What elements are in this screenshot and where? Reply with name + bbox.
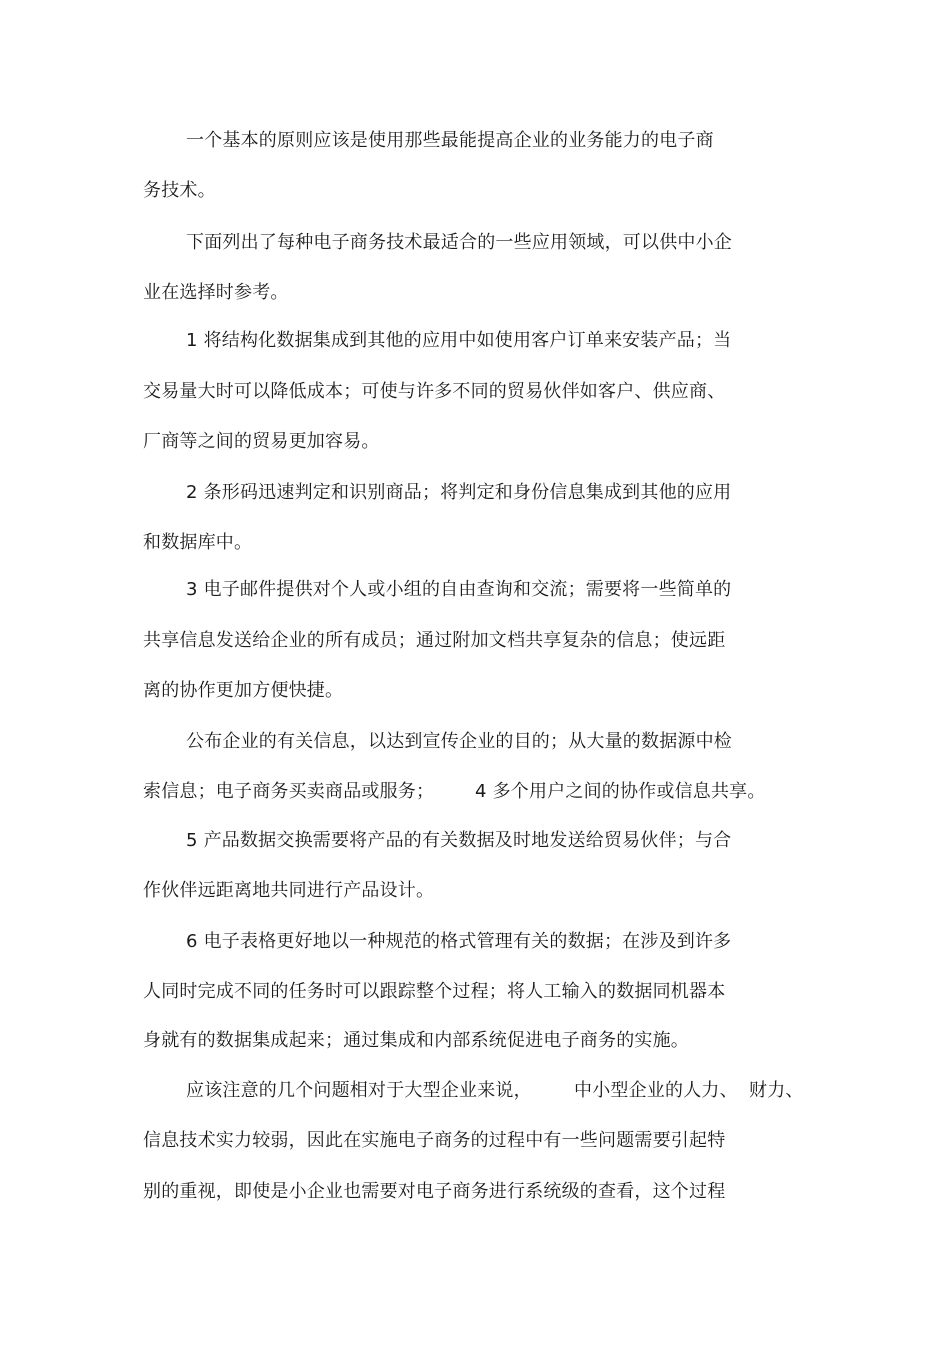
paragraph-3-line-2a: 索信息；电子商务买卖商品或服务； xyxy=(143,781,435,802)
item-6-line-3: 身就有的数据集成起来；通过集成和内部系统促进电子商务的实施。 xyxy=(143,1030,689,1051)
paragraph-2-line-2: 业在选择时参考。 xyxy=(143,282,289,303)
paragraph-2-line-1: 下面列出了每种电子商务技术最适合的一些应用领域，可以供中小企 xyxy=(186,232,732,253)
item-2-line-1: 2 条形码迅速判定和识别商品；将判定和身份信息集成到其他的应用 xyxy=(186,482,732,503)
item-3-line-3: 离的协作更加方便快捷。 xyxy=(143,680,344,701)
item-3-line-2: 共享信息发送给企业的所有成员；通过附加文档共享复杂的信息；使远距 xyxy=(143,630,726,651)
paragraph-4-line-1b: 中小型企业的人力、 xyxy=(574,1080,738,1101)
paragraph-1-line-2: 务技术。 xyxy=(143,180,216,201)
item-6-line-2: 人同时完成不同的任务时可以跟踪整个过程；将人工输入的数据同机器本 xyxy=(143,981,726,1002)
item-4-line-1: 4 多个用户之间的协作或信息共享。 xyxy=(475,781,766,802)
item-1-line-3: 厂商等之间的贸易更加容易。 xyxy=(143,431,380,452)
item-1-line-1: 1 将结构化数据集成到其他的应用中如使用客户订单来安装产品；当 xyxy=(186,330,732,351)
item-1-line-2: 交易量大时可以降低成本；可使与许多不同的贸易伙伴如客户、供应商、 xyxy=(143,381,726,402)
item-6-line-1: 6 电子表格更好地以一种规范的格式管理有关的数据；在涉及到许多 xyxy=(186,931,732,952)
paragraph-1-line-1: 一个基本的原则应该是使用那些最能提高企业的业务能力的电子商 xyxy=(186,130,714,151)
item-5-line-1: 5 产品数据交换需要将产品的有关数据及时地发送给贸易伙伴；与合 xyxy=(186,830,732,851)
paragraph-4-line-3: 别的重视，即使是小企业也需要对电子商务进行系统级的查看，这个过程 xyxy=(143,1181,726,1202)
paragraph-4-line-1c: 财力、 xyxy=(749,1080,804,1101)
item-3-line-1: 3 电子邮件提供对个人或小组的自由查询和交流；需要将一些简单的 xyxy=(186,579,732,600)
paragraph-3-line-1: 公布企业的有关信息，以达到宣传企业的目的；从大量的数据源中检 xyxy=(186,731,732,752)
paragraph-4-line-2: 信息技术实力较弱，因此在实施电子商务的过程中有一些问题需要引起特 xyxy=(143,1130,726,1151)
paragraph-4-line-1a: 应该注意的几个问题相对于大型企业来说， xyxy=(186,1080,532,1101)
item-2-line-2: 和数据库中。 xyxy=(143,532,253,553)
item-5-line-2: 作伙伴远距离地共同进行产品设计。 xyxy=(143,880,435,901)
